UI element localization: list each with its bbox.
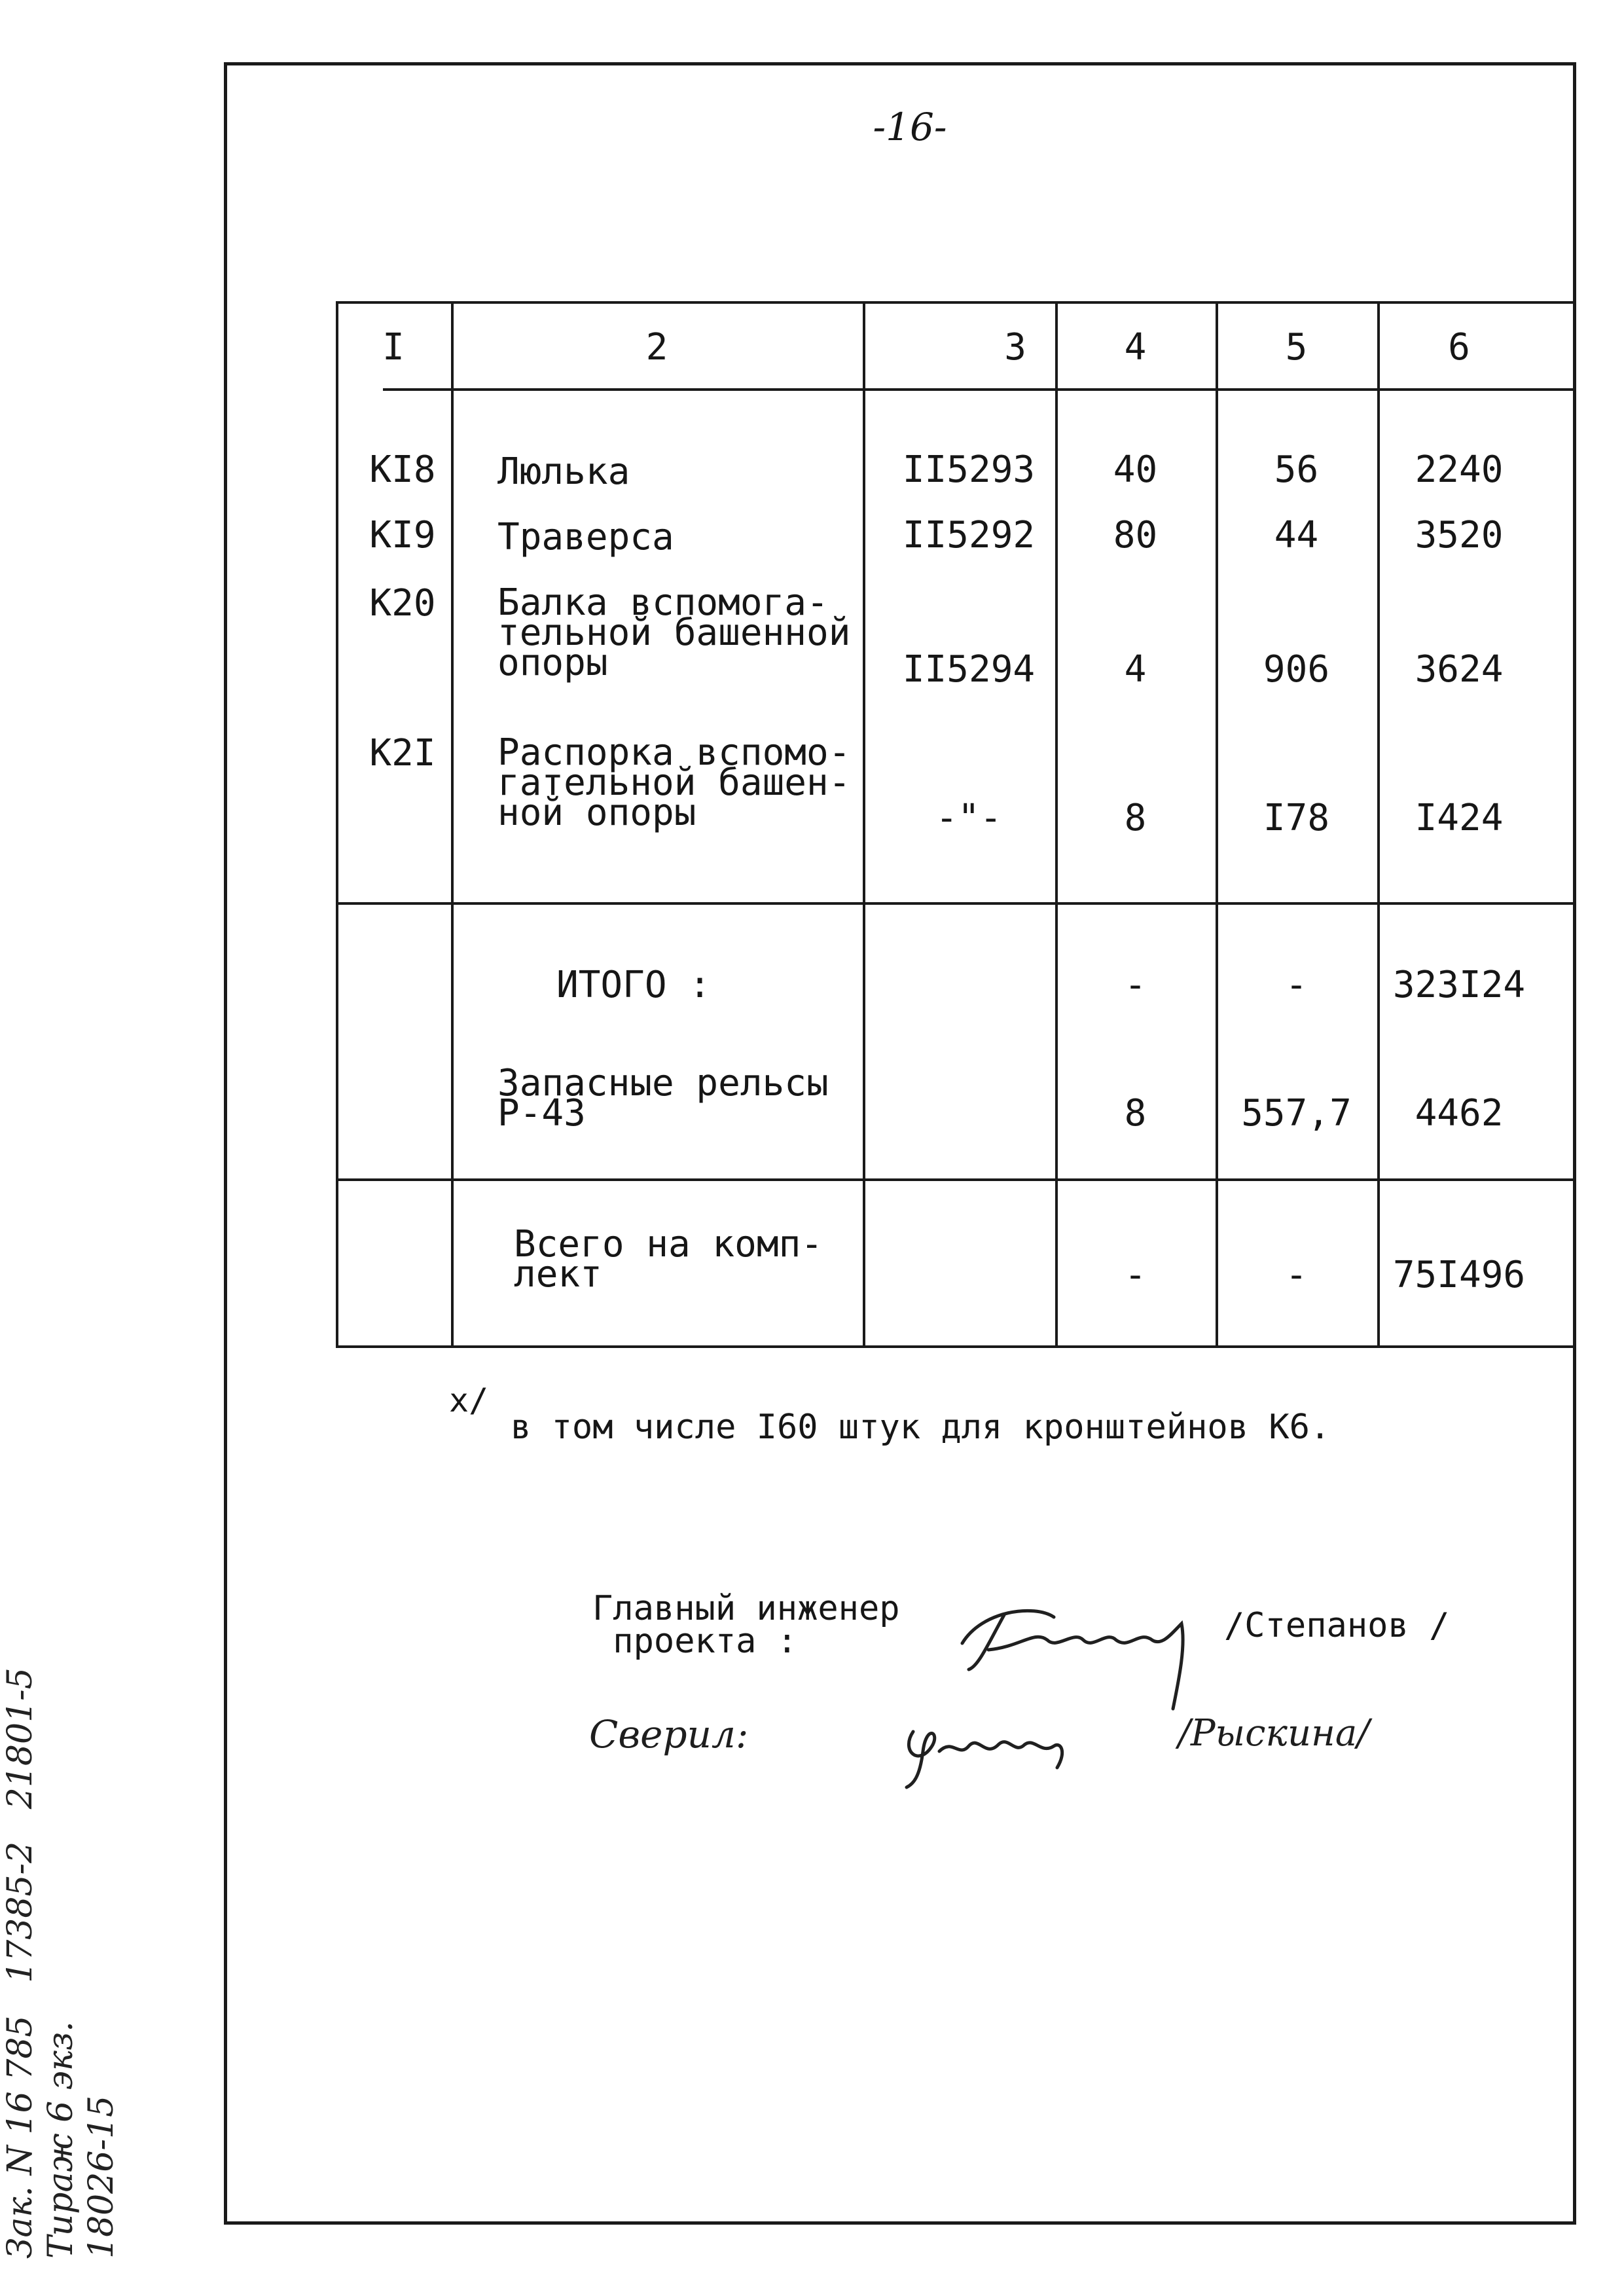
grand-total-unit-mass: -: [1285, 1254, 1308, 1296]
itogo-label: ИТОГО :: [556, 964, 712, 1006]
page-frame: [224, 62, 1576, 2225]
row-total: 3624: [1415, 648, 1504, 691]
row-unit-mass: 906: [1263, 648, 1330, 691]
spare-rails-total: 4462: [1415, 1092, 1504, 1135]
col-divider-2: [863, 301, 865, 1347]
row-name: Траверса: [497, 516, 674, 558]
spare-rails-qty: 8: [1124, 1092, 1147, 1135]
row-total: I424: [1415, 797, 1504, 839]
table-top-border: [336, 301, 1576, 304]
checked-name: /Рыскина/: [1178, 1712, 1370, 1755]
checked-label: Сверил:: [589, 1712, 749, 1757]
header-col-4: 4: [1124, 326, 1147, 369]
header-rule: [383, 388, 1576, 391]
margin-notes: [0, 1667, 122, 2259]
spare-rails-unit-mass: 557,7: [1241, 1092, 1352, 1135]
row-name: Распорка вспомо- гательной башен- ной опоры: [497, 731, 851, 834]
total-rule: [336, 1178, 1576, 1181]
row-unit-mass: 44: [1274, 514, 1319, 556]
chief-engineer-name: /Степанов /: [1224, 1606, 1450, 1645]
row-total: 3520: [1415, 514, 1504, 556]
header-col-3: 3: [1004, 326, 1026, 369]
row-ref: II5292: [902, 514, 1036, 556]
row-code: KI8: [369, 448, 436, 491]
itogo-total: 323I24: [1392, 964, 1526, 1006]
header-col-1: I: [382, 326, 405, 369]
chief-engineer-signature: [943, 1584, 1231, 1715]
margin-note-line-2: Тираж 6 экз.: [41, 2021, 81, 2259]
row-qty: 4: [1124, 648, 1147, 691]
margin-note-line-3: 18026-15: [82, 2095, 121, 2259]
row-name: Люлька: [497, 450, 630, 493]
row-name: Балка вспомога- тельной башенной опоры: [497, 581, 851, 684]
chief-engineer-label: Главный инженер проекта :: [592, 1589, 900, 1661]
header-col-6: 6: [1448, 326, 1470, 369]
grand-total-qty: -: [1124, 1254, 1147, 1296]
table-bottom-border: [336, 1345, 1576, 1348]
row-total: 2240: [1415, 448, 1504, 491]
grand-total-label: Всего на комп- лект: [514, 1223, 823, 1296]
row-ref: -"-: [935, 797, 1002, 839]
itogo-unit-mass: -: [1285, 964, 1308, 1006]
footnote-mark: x/: [449, 1381, 489, 1419]
itogo-qty: -: [1124, 964, 1147, 1006]
col-divider-0: [336, 301, 338, 1347]
row-qty: 40: [1113, 448, 1158, 491]
itogo-rule: [336, 902, 1576, 905]
spare-rails-label: Запасные рельсы Р-43: [497, 1062, 829, 1135]
row-unit-mass: I78: [1263, 797, 1330, 839]
page-number: -16-: [873, 105, 947, 149]
row-qty: 80: [1113, 514, 1158, 556]
header-col-2: 2: [645, 326, 668, 369]
header-col-5: 5: [1285, 326, 1308, 369]
checked-signature: [893, 1705, 1090, 1791]
row-unit-mass: 56: [1274, 448, 1319, 491]
row-code: K2I: [369, 732, 436, 774]
row-code: KI9: [369, 514, 436, 556]
footnote-text: в том числе I60 штук для кронштейнов К6.: [511, 1408, 1331, 1447]
grand-total-total: 75I496: [1392, 1254, 1526, 1296]
row-code: K20: [369, 582, 436, 625]
row-qty: 8: [1124, 797, 1147, 839]
row-ref: II5293: [902, 448, 1036, 491]
row-ref: II5294: [902, 648, 1036, 691]
margin-note-line-1: Зак. N 16 785 17385-2 21801-5: [1, 1667, 40, 2259]
